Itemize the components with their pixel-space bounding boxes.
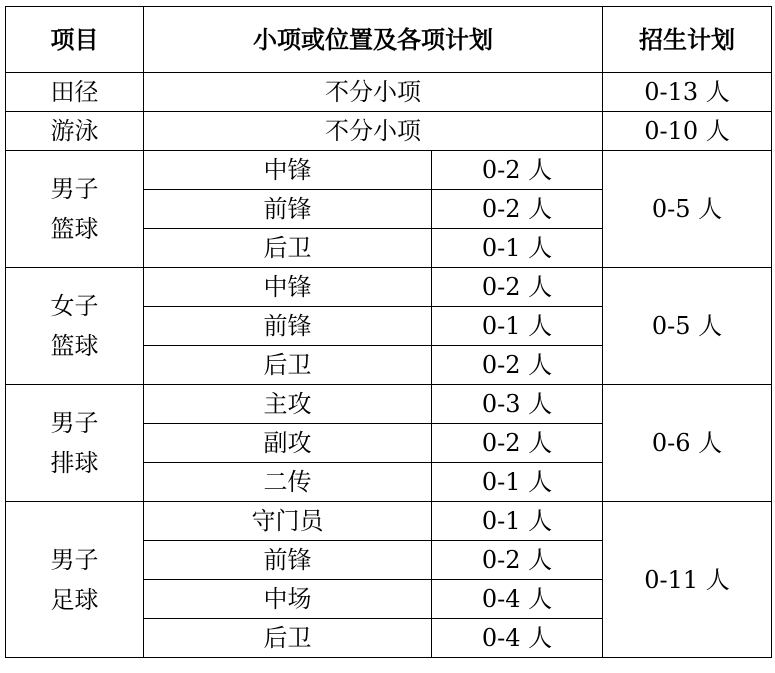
- table-row: [6, 502, 772, 541]
- position-cell: 后卫: [144, 346, 432, 385]
- position-quota-cell: 0-1 人: [432, 229, 603, 268]
- position-cell: 二传: [144, 463, 432, 502]
- position-quota-cell: 0-1 人: [432, 463, 603, 502]
- sport-name-line2: 篮球: [50, 215, 99, 243]
- sport-cell: [6, 268, 144, 385]
- position-cell: 后卫: [144, 619, 432, 658]
- header-row: [6, 7, 772, 73]
- position-cell: 前锋: [144, 190, 432, 229]
- table-row: [6, 112, 772, 151]
- position-cell: 中锋: [144, 151, 432, 190]
- position-cell: 副攻: [144, 424, 432, 463]
- position-quota-cell: 0-1 人: [432, 307, 603, 346]
- sport-name-line1: 男子: [50, 409, 99, 437]
- sport-name-line2: 排球: [50, 449, 99, 477]
- sport-name-line1: 男子: [50, 545, 99, 574]
- header-subitem: 小项或位置及各项计划: [144, 7, 603, 73]
- position-cell: 前锋: [144, 307, 432, 346]
- sport-cell: [6, 385, 144, 502]
- sport-cell: 田径: [6, 73, 144, 112]
- position-quota-cell: 0-2 人: [432, 268, 603, 307]
- plan-cell: 0-6 人: [603, 385, 772, 502]
- subitem-cell: 不分小项: [144, 73, 603, 112]
- position-quota-cell: 0-4 人: [432, 580, 603, 619]
- position-quota-cell: 0-2 人: [432, 346, 603, 385]
- sport-cell: 游泳: [6, 112, 144, 151]
- header-sport: 项目: [6, 7, 144, 73]
- plan-cell: 0-5 人: [603, 268, 772, 385]
- table-row: [6, 268, 772, 307]
- sport-cell: [6, 151, 144, 268]
- position-quota-cell: 0-2 人: [432, 541, 603, 580]
- position-cell: 中场: [144, 580, 432, 619]
- position-quota-cell: 0-2 人: [432, 151, 603, 190]
- table-row: [6, 151, 772, 190]
- plan-cell: 0-11 人: [603, 502, 772, 658]
- sport-name-line2: 足球: [50, 585, 99, 614]
- position-quota-cell: 0-2 人: [432, 424, 603, 463]
- header-plan: 招生计划: [603, 7, 772, 73]
- position-quota-cell: 0-1 人: [432, 502, 603, 541]
- sport-name-line1: 男子: [50, 175, 99, 203]
- table-row: [6, 385, 772, 424]
- position-cell: 中锋: [144, 268, 432, 307]
- enrollment-plan-table: [5, 6, 772, 658]
- position-cell: 主攻: [144, 385, 432, 424]
- sport-name-line2: 篮球: [50, 332, 99, 360]
- position-quota-cell: 0-2 人: [432, 190, 603, 229]
- table-row: [6, 73, 772, 112]
- plan-cell: 0-13 人: [603, 73, 772, 112]
- position-cell: 后卫: [144, 229, 432, 268]
- sport-cell: [6, 502, 144, 658]
- position-cell: 守门员: [144, 502, 432, 541]
- subitem-cell: 不分小项: [144, 112, 603, 151]
- sport-name-line1: 女子: [50, 292, 99, 320]
- plan-cell: 0-5 人: [603, 151, 772, 268]
- position-quota-cell: 0-3 人: [432, 385, 603, 424]
- position-cell: 前锋: [144, 541, 432, 580]
- position-quota-cell: 0-4 人: [432, 619, 603, 658]
- plan-cell: 0-10 人: [603, 112, 772, 151]
